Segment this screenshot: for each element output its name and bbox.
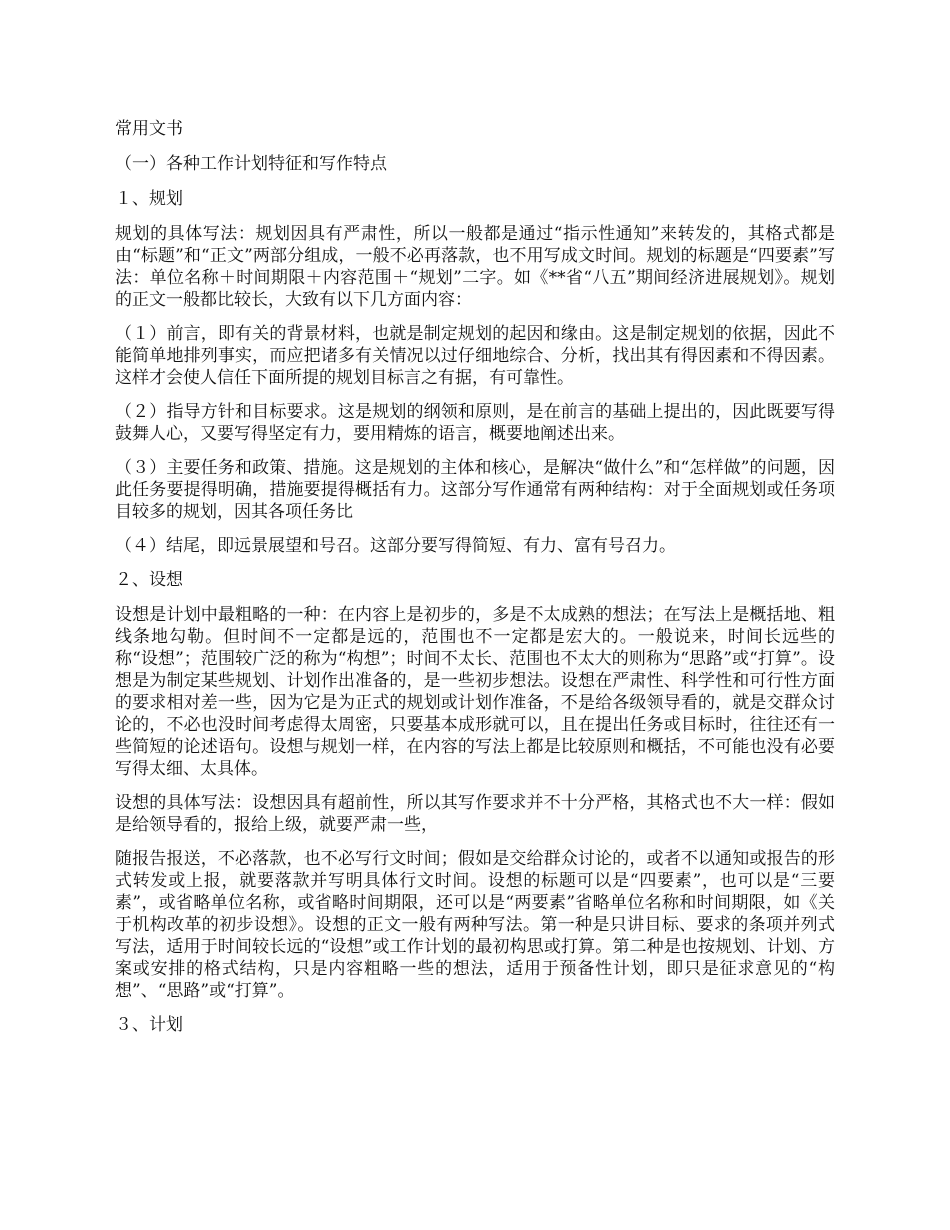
section-heading-1: （一）各种工作计划特征和写作特点 [115, 154, 387, 174]
paragraph-concept-format: 随报告报送，不必落款，也不必写行文时间；假如是交给群众讨论的，或者不以通知或报告的形式转发或上报，就要落款并写明具体行文时间。设想的标题可以是“四要素”，也可以是“三要素”，或省略单位名称，或省略时间期限，还可以是“两要素”省略单位名称和时间期限，如《关于机构改革的初步设想》。设想的正文一般有两种写法。第一种是只讲目标、要求的条项并列式写法，适用于时间较长远的“设想”或工作计划的最初构思或打算。第二种是也按规划、计划、方案或安排的格式结构，只是内容粗略一些的想法，适用于预备性计划，即只是征求意见的“构想”、“思路”或“打算”。 [115, 849, 835, 1001]
subsection-heading-planning: １、规划 [115, 189, 183, 209]
paragraph-concept-definition: 设想是计划中最粗略的一种：在内容上是初步的，多是不太成熟的想法；在写法上是概括地、粗线条地勾勒。但时间不一定都是远的，范围也不一定都是宏大的。一般说来，时间长远些的称“设想”；范围较广泛的称为“构想”；时间不太长、范围也不太大的则称为“思路”或“打算”。设想是为制定某些规划、计划作出准备的，是一些初步想法。设想在严肃性、科学性和可行性方面的要求相对差一些，因为它是为正式的规划或计划作准备，不是给各级领导看的，就是交群众讨论的，不必也没时间考虑得太周密，只要基本成形就可以，且在提出任务或目标时，往往还有一些简短的论述语句。设想与规划一样，在内容的写法上都是比较原则和概括，不可能也没有必要写得太细、太具体。 [115, 605, 835, 779]
paragraph-planning-writing: 规划的具体写法：规划因具有严肃性，所以一般都是通过“指示性通知”来转发的，其格式都是由“标题”和“正文”两部分组成，一般不必再落款，也不用写成文时间。规划的标题是“四要素”写法：单位名称＋时间期限＋内容范围＋“规划”二字。如《**省“八五”期间经济进展规划》。规划的正文一般都比较长，大致有以下几方面内容： [115, 224, 835, 310]
paragraph-item-1: （１）前言，即有关的背景材料，也就是制定规划的起因和缘由。这是制定规划的依据，因此不能简单地排列事实，而应把诸多有关情况以过仔细地综合、分析，找出其有得因素和不得因素。这样才会使人信任下面所提的规划目标言之有据，有可靠性。 [115, 324, 835, 388]
paragraph-concept-writing: 设想的具体写法：设想因具有超前性，所以其写作要求并不十分严格，其格式也不大一样：假如是给领导看的，报给上级，就要严肃一些， [115, 793, 835, 835]
subsection-heading-concept: ２、设想 [115, 570, 183, 590]
paragraph-item-3: （３）主要任务和政策、措施。这是规划的主体和核心，是解决“做什么”和“怎样做”的问题，因此任务要提得明确，措施要提得概括有力。这部分写作通常有两种结构：对于全面规划或任务项目较多的规划，因其各项任务比 [115, 458, 835, 522]
paragraph-item-4: （４）结尾，即远景展望和号召。这部分要写得简短、有力、富有号召力。 [115, 536, 676, 556]
document-body [115, 118, 835, 1049]
document-title: 常用文书 [115, 119, 183, 139]
paragraph-item-2: （２）指导方针和目标要求。这是规划的纲领和原则，是在前言的基础上提出的，因此既要写得鼓舞人心，又要写得坚定有力，要用精炼的语言，概要地阐述出来。 [115, 402, 835, 444]
subsection-heading-plan: ３、计划 [115, 1015, 183, 1035]
